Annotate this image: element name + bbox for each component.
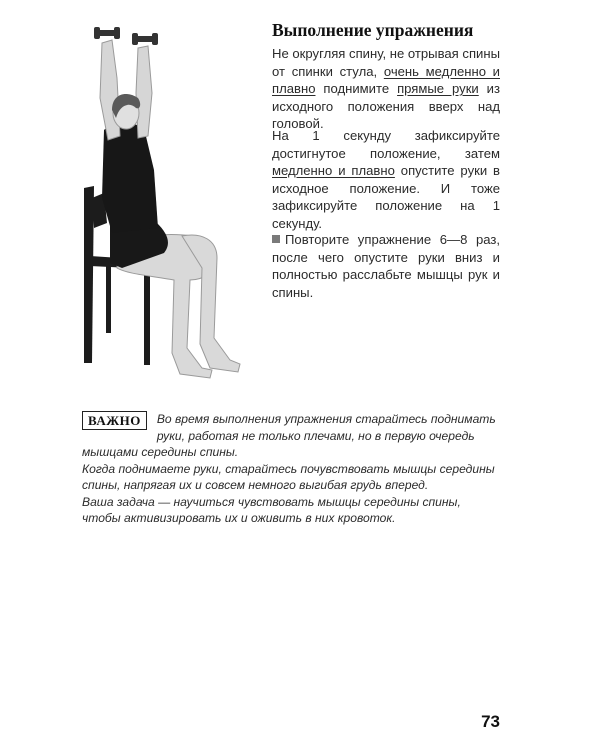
text: поднимите xyxy=(315,81,398,96)
exercise-photo xyxy=(62,18,262,388)
paragraph-repeat xyxy=(272,231,500,301)
text: Повторите упражнение 6—8 раз, после чего опустите руки вниз и полностью расслабьте мышцы рук и спины. xyxy=(272,232,500,300)
text: опустите руки в исходное положение. И тоже зафиксируйте положение на 1 секунду. xyxy=(272,163,501,231)
emphasis-straight-arms: прямые руки xyxy=(397,81,479,96)
text: Не округляя спину, не отрывая спины от спинки стула, xyxy=(272,46,500,79)
paragraph-hold xyxy=(272,127,500,232)
page-number: 73 xyxy=(481,712,500,731)
important-badge: ВАЖНО xyxy=(82,411,147,430)
emphasis-slowly: очень медленно и плавно xyxy=(272,63,500,96)
paragraph-lift xyxy=(272,45,500,133)
important-note xyxy=(82,411,502,527)
note-line: Ваша задача — научиться чувствовать мышцы середины спины, чтобы активизировать их и оживить в них кровоток. xyxy=(82,494,461,525)
square-bullet-icon xyxy=(272,235,280,243)
emphasis-slowly: медленно и плавно xyxy=(272,163,395,178)
text: из исходного положения вверх над головой. xyxy=(272,81,500,131)
section-title: Выполнение упражнения xyxy=(272,20,474,40)
text: На 1 секунду зафиксируйте достигнутое положение, затем xyxy=(272,128,500,161)
note-line: Когда поднимаете руки, старайтесь почувствовать мышцы середины спины, напрягая их и совсем немного выгибая грудь вперед. xyxy=(82,461,495,492)
note-line: Во время выполнения упражнения старайтесь поднимать руки, работая не только плечами, но в первую очередь мышцами середины спины. xyxy=(82,412,496,459)
